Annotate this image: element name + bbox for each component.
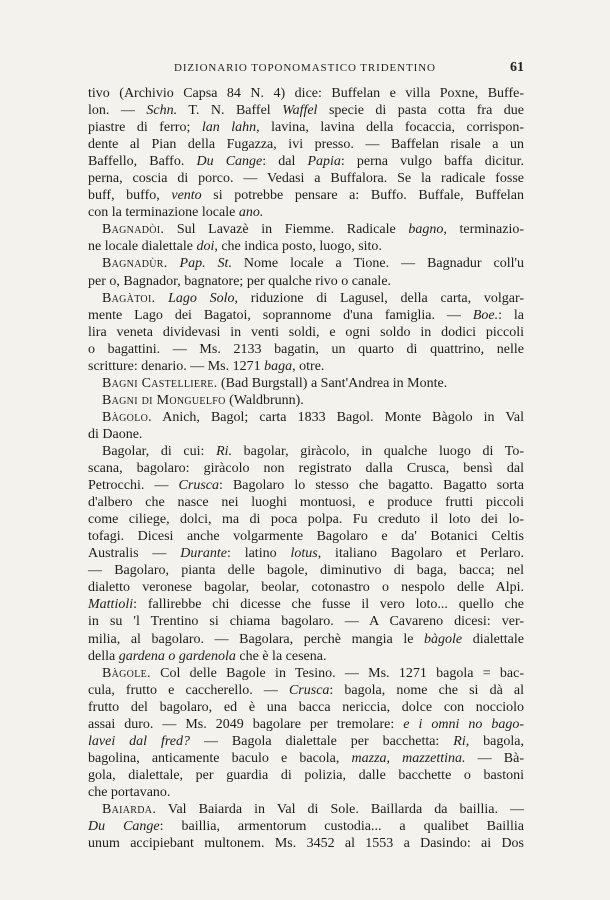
text-line <box>88 426 524 443</box>
text-line <box>88 273 524 290</box>
text-run <box>155 291 168 306</box>
text-run: assai duro. — Ms. 2049 bagolare per tremolare: <box>88 716 404 732</box>
text-run: Val Baiarda in Val di Sole. Baillarda da baillia. — <box>156 801 524 817</box>
text-line <box>88 528 524 545</box>
entry-headword: Baiarda. <box>102 801 157 817</box>
text-line <box>88 545 524 562</box>
text-line <box>88 613 524 630</box>
text-run: milia, al bagolaro. — Bagolara, perchè mangia le <box>88 631 425 647</box>
text-run: : la <box>498 307 524 323</box>
text-run: T. N. Baffel <box>177 103 283 119</box>
text-line <box>88 562 524 579</box>
text-run: Boe. <box>472 307 499 323</box>
text-run: Baffello, Baffo. <box>88 154 197 170</box>
text-line <box>88 443 524 460</box>
text-line <box>88 255 524 272</box>
text-run: Ri <box>453 733 466 749</box>
text-run: Mattioli <box>88 597 134 613</box>
text-run: della <box>88 648 119 664</box>
text-run: tofagi. Dicesi anche volgarmente Bagolaro e da' Botanici Celtis <box>88 529 524 545</box>
text-run: con la terminazione locale <box>88 205 239 221</box>
text-line <box>88 477 524 494</box>
text-run: , italiano Bagolaro et Perlaro. <box>317 546 524 562</box>
text-line <box>88 682 524 699</box>
text-line <box>88 835 524 852</box>
text-line <box>88 801 524 818</box>
text-run: dialettale <box>462 631 524 647</box>
text-run: : latino <box>226 546 291 562</box>
text-run: dente al Pian della Fugazza, ivi presso. — Baffelan risale a un <box>88 137 524 153</box>
text-run: , otre. <box>292 358 325 374</box>
text-line <box>88 511 524 528</box>
text-line <box>88 392 524 409</box>
text-run: : dal <box>262 154 308 170</box>
text-run: Col delle Bagole in Tesino. — Ms. 1271 bagola = bac- <box>150 665 524 681</box>
text-line <box>88 358 524 375</box>
text-run: che portavano. <box>88 784 171 800</box>
text-run: ne locale dialettale <box>88 239 197 255</box>
text-run: perna, coscia di porco. — Vedasi a Buffalora. Se la radicale fosse <box>88 171 524 187</box>
text-line <box>88 494 524 511</box>
text-run: scana, bagolaro: giràcolo non registrato dalla Crusca, bensì dal <box>88 461 524 477</box>
text-run: Lago Solo <box>168 290 235 306</box>
text-line <box>88 665 524 682</box>
text-run: Petrocchi. — <box>88 478 179 494</box>
text-line <box>88 409 524 426</box>
text-run: baga <box>264 358 293 374</box>
text-run: dialetto veronese bagolar, beolar, cotonastro o nespolo delle Alpi. <box>88 580 524 596</box>
text-run: Nome locale a Tione. — Bagnadur coll'u <box>231 256 524 272</box>
text-run: gola, dialettale, per guardia di polizia, dalle bacchette o bastoni <box>88 767 524 783</box>
text-run: ano. <box>238 205 264 221</box>
text-line <box>88 596 524 613</box>
text-line <box>88 136 524 153</box>
text-run: : baillia, armentorum custodia... a qualibet Baillia <box>159 819 524 835</box>
text-run: lan lahn, <box>201 120 260 136</box>
text-run: Anich, Bagol; carta 1833 Bagol. Monte Bàgolo in Val <box>151 409 524 425</box>
text-run: Du Cange <box>196 154 263 170</box>
text-run: mente Lago dei Bagatoi, soprannome d'una famiglia. — <box>88 307 473 323</box>
text-line <box>88 102 524 119</box>
text-run: — Bagolaro, pianta delle bagole, diminutivo di baga, bacca; nel <box>88 563 524 579</box>
running-title: DIZIONARIO TOPONOMASTICO TRIDENTINO <box>174 62 436 74</box>
text-line <box>88 187 524 204</box>
entry-headword: Bàgole. <box>102 665 151 681</box>
text-line <box>88 579 524 596</box>
text-line <box>88 784 524 801</box>
page-header <box>88 60 524 80</box>
text-run: : Bagolaro lo stesso che bagatto. Bagatto sorta <box>218 478 524 494</box>
text-run: tivo (Archivio Capsa 84 N. 4) dice: Buffelan e villa Poxne, Buffe- <box>88 86 524 101</box>
text-run: bagolar, giràcolo, in qualche luogo di To- <box>232 443 524 459</box>
text-run: Waffel <box>282 103 318 119</box>
text-run: Papia <box>307 154 341 170</box>
text-line <box>88 648 524 665</box>
entry-headword: Bagàtoi. <box>102 290 156 306</box>
text-run: mazza, mazzettina. <box>351 750 466 766</box>
page-number: 61 <box>510 60 524 75</box>
text-line <box>88 631 524 648</box>
text-run: unum accipiebant multonem. Ms. 3452 al 1553 a Dasindo: ai Dos <box>88 836 524 852</box>
text-run: doi <box>196 239 215 255</box>
text-run: cula, frutto e caccherello. — <box>88 682 289 698</box>
text-run: bàgole <box>424 631 463 647</box>
entry-headword: Bagnadùr. <box>102 256 168 272</box>
text-line <box>88 238 524 255</box>
text-run: lira veneta dividevasi in venti soldi, e ogni soldo in dodici piccoli <box>88 324 524 340</box>
text-run: lon. — <box>88 103 147 119</box>
text-line <box>88 221 524 238</box>
text-run: gardena o gardenola <box>118 648 236 664</box>
text-run: , che indica posto, luogo, sito. <box>214 239 382 255</box>
text-line <box>88 460 524 477</box>
entry-headword: Bagni di Monguelfo <box>102 392 226 408</box>
text-run: lavina, lavina della focaccia, corrispon- <box>259 120 524 136</box>
text-line <box>88 119 524 136</box>
entry-headword: Bàgolo. <box>102 409 152 425</box>
dictionary-text <box>88 85 524 852</box>
text-line <box>88 750 524 767</box>
text-run: bagno <box>408 222 444 238</box>
text-line <box>88 290 524 307</box>
text-line <box>88 375 524 392</box>
text-run: frutto del bagolaro, ed è una bacca nericcia, dolce con nocciolo <box>88 699 524 715</box>
text-line <box>88 307 524 324</box>
text-run: buff, buffo, <box>88 188 172 204</box>
text-run: lotus <box>290 546 318 562</box>
text-run: d'albero che nasce nei luoghi montuosi, e produce frutti piccoli <box>88 495 524 511</box>
text-line <box>88 699 524 716</box>
text-run: per o, Bagnador, bagnatore; per qualche rivo o canale. <box>88 273 392 289</box>
text-run: Crusca <box>288 682 330 698</box>
text-run: — Bà- <box>465 750 525 766</box>
text-run: (Bad Burgstall) a Sant'Andrea in Monte. <box>217 375 448 391</box>
text-run: piastre di ferro; <box>88 120 202 136</box>
text-run: in su 'l Trentino si chiama bagolaro. — A Cavareno dicesi: ver- <box>88 614 524 630</box>
text-run: Australis — <box>88 546 181 562</box>
text-run: Schn. <box>146 103 178 119</box>
text-run: (Waldbrunn). <box>225 392 304 408</box>
text-run: specie di pasta cotta fra due <box>317 103 525 119</box>
text-run: bagolina, anticamente baculo e bacola, <box>88 750 352 766</box>
text-run: Ri. <box>216 443 233 459</box>
text-run: Durante <box>180 546 227 562</box>
text-line <box>88 716 524 733</box>
text-run: , riduzione di Lagusel, della carta, volgar- <box>234 290 525 306</box>
text-run: lavei dal fred? <box>88 733 191 749</box>
text-run: , terminazio- <box>443 222 525 238</box>
entry-headword: Bagnadòi. <box>102 222 165 238</box>
text-run: vento <box>171 188 202 204</box>
text-run: — Bagola dialettale per bacchetta: <box>190 733 454 749</box>
text-run: si potrebbe pensare a: Buffo. Buffale, Buffelan <box>201 188 524 204</box>
text-run: : bagola, nome che si dà al <box>329 682 524 698</box>
text-line <box>88 170 524 187</box>
text-run: Sul Lavazè in Fiemme. Radicale <box>164 222 409 238</box>
text-run: scritture: denario. — Ms. 1271 <box>88 358 265 374</box>
text-run: come ciliege, dolci, ma di poca polpa. Fu creduto il loto dei lo- <box>88 512 524 528</box>
text-run: e i omni no bago- <box>403 716 524 732</box>
text-run: : perna vulgo baffa dicitur. <box>340 154 524 170</box>
text-run: , bagola, <box>465 733 524 749</box>
text-line <box>88 85 524 102</box>
text-line <box>88 204 524 221</box>
text-line <box>88 767 524 784</box>
text-line <box>88 818 524 835</box>
text-line <box>88 341 524 358</box>
text-run: di Daone. <box>88 426 143 442</box>
text-run: : fallirebbe chi dicesse che fusse il vero loto... quello che <box>133 597 524 613</box>
text-run: Pap. St. <box>179 256 232 272</box>
text-run: che è la cesena. <box>235 648 327 664</box>
text-run: Crusca <box>178 478 219 494</box>
text-line <box>88 153 524 170</box>
text-line <box>88 324 524 341</box>
text-run: o bagattini. — Ms. 2133 bagatin, un quarto di quattrino, nelle <box>88 341 524 357</box>
text-run <box>168 256 180 271</box>
text-run: Du Cange <box>88 819 160 835</box>
entry-headword: Bagni Castelliere. <box>102 375 218 391</box>
text-run: Bagolar, di cui: <box>102 443 217 459</box>
text-line <box>88 733 524 750</box>
